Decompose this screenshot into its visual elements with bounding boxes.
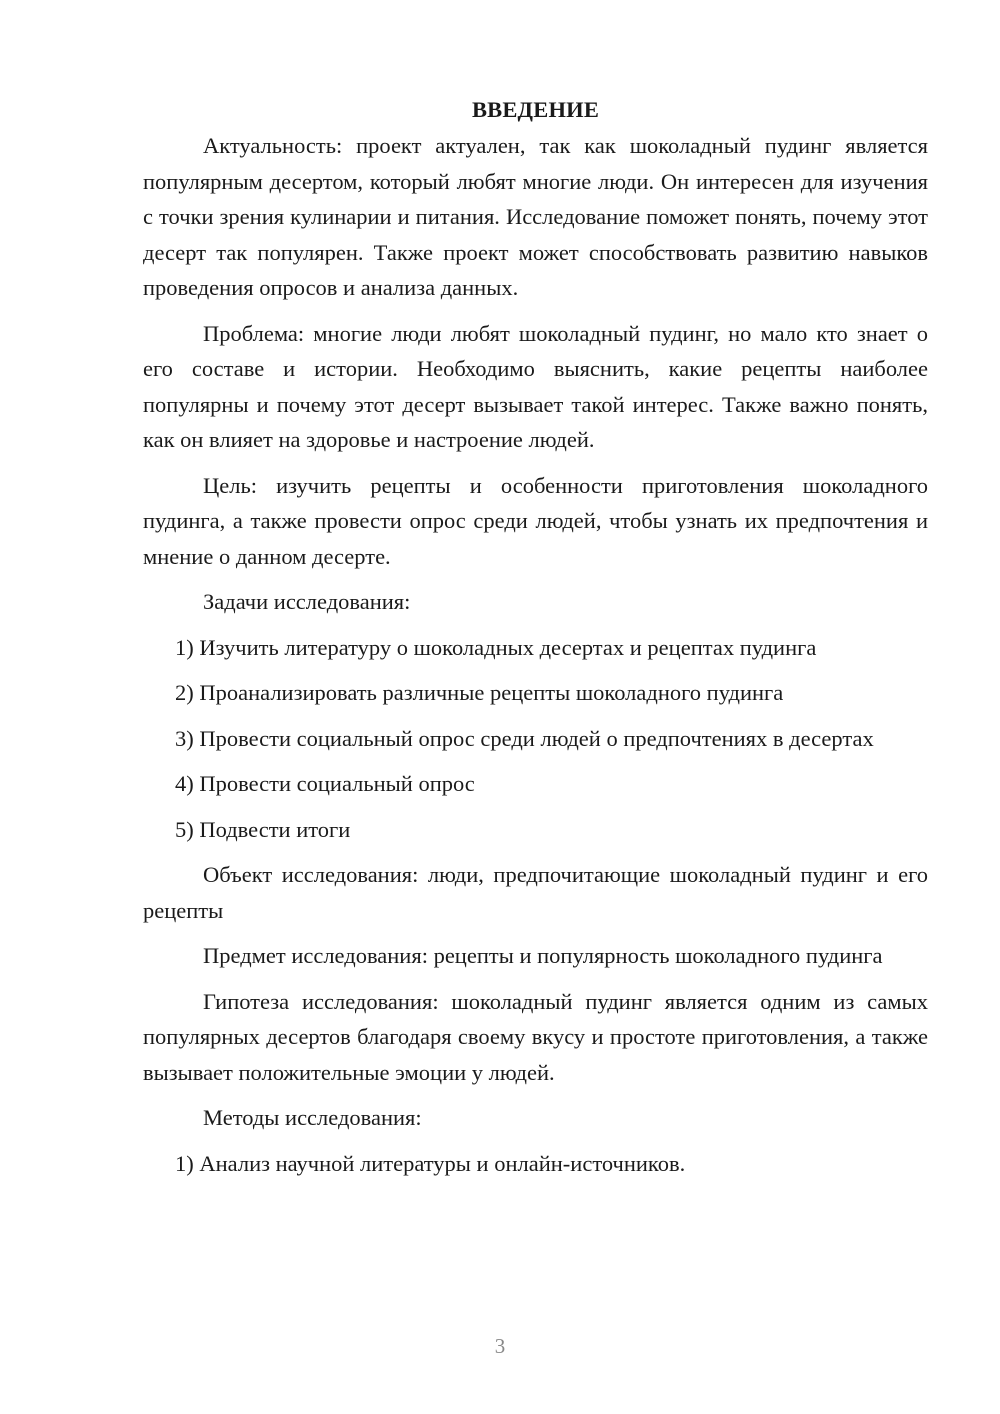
paragraph-object: Объект исследования: люди, предпочитающие шоколадный пудинг и его рецепты: [143, 862, 928, 923]
task-item: 2) Проанализировать различные рецепты шоколадного пудинга: [175, 680, 784, 705]
paragraph-hypothesis: Гипотеза исследования: шоколадный пудинг является одним из самых популярных десертов благодаря своему вкусу и простоте приготовления, а также вызывает положительные эмоции у людей.: [143, 988, 928, 1085]
paragraph-subject: Предмет исследования: рецепты и популярность шоколадного пудинга: [203, 943, 883, 968]
paragraph-goal: Цель: изучить рецепты и особенности приготовления шоколадного пудинга, а также провести опрос среди людей, чтобы узнать их предпочтения и мнение о данном десерте.: [143, 472, 928, 569]
document-page: [143, 92, 928, 1181]
task-item: 4) Провести социальный опрос: [175, 771, 475, 796]
task-item: 3) Провести социальный опрос среди людей о предпочтениях в десертах: [175, 725, 874, 751]
method-item: 1) Анализ научной литературы и онлайн-источников.: [175, 1150, 686, 1176]
methods-heading: Методы исследования:: [203, 1105, 422, 1130]
tasks-heading: Задачи исследования:: [203, 589, 411, 614]
task-item: 1) Изучить литературу о шоколадных десертах и рецептах пудинга: [175, 634, 817, 660]
paragraph-relevance: Актуальность: проект актуален, так как шоколадный пудинг является популярным десертом, который любят многие люди. Он интересен для изучения с точки зрения кулинарии и питания. Исследование поможет понять, почему этот десерт так популярен. Также проект может способствовать развитию навыков проведения опросов и анализа данных.: [143, 133, 928, 300]
section-title: ВВЕДЕНИЕ: [471, 97, 600, 122]
paragraph-problem: Проблема: многие люди любят шоколадный пудинг, но мало кто знает о его составе и истории. Необходимо выяснить, какие рецепты наиболее популярны и почему этот десерт вызывает такой интерес. Также важно понять, как он влияет на здоровье и настроение людей.: [143, 320, 928, 452]
page-number: 3: [494, 1334, 506, 1358]
task-item: 5) Подвести итоги: [175, 816, 351, 842]
